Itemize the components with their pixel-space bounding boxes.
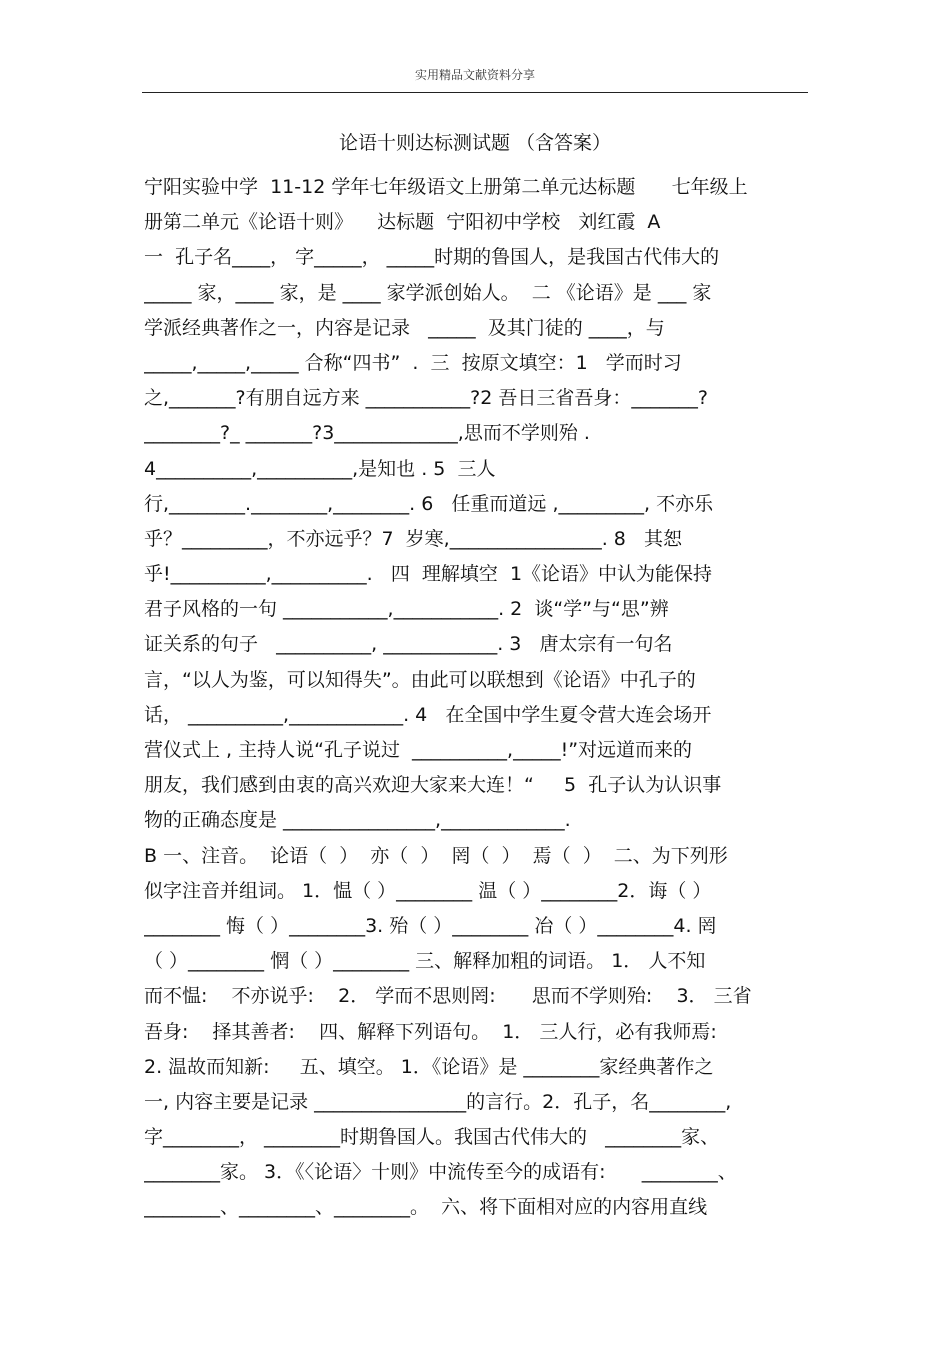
document-title: 论语十则达标测试题 （含答案） xyxy=(338,132,612,154)
text-line: 似字注音并组词。 1．愠（ ）________ 温（ ）________2．诲（ ） xyxy=(144,879,712,902)
text-line: 4__________,__________,是知也 . 5 三人 xyxy=(144,457,496,480)
text-line: 行,________.________,________. 6 任重而道远 ,_________, 不亦乐 xyxy=(144,492,714,515)
text-line: 字________， ________时期鲁国人。我国古代伟大的 ________家、 xyxy=(144,1126,720,1149)
text-line: 而不愠: 不亦说乎: 2． 学而不思则罔: 思而不学则殆: 3． 三省 xyxy=(144,985,752,1008)
text-line: 学派经典著作之一，内容是记录 _____ 及其门徒的 ____，与 xyxy=(144,316,665,339)
page-header: 实用精品文献资料分享 xyxy=(414,68,535,82)
text-line: 证关系的句子 __________, ____________. 3 唐太宗有一句名 xyxy=(144,633,673,656)
text-line: ________?_ _______?3_____________,思而不学则殆 . xyxy=(144,422,590,445)
text-line: 言，“以人为鉴，可以知得失”。由此可以联想到《论语》中孔子的 xyxy=(144,668,696,691)
text-line: ________家。 3．《〈论语〉十则》中流传至今的成语有: ________、 xyxy=(144,1161,737,1184)
text-line: 乎!__________,__________. 四 理解填空 1《论语》中认为能保持 xyxy=(144,563,713,586)
text-line: 朋友，我们感到由衷的高兴欢迎大家来大连！“ 5 孔子认为认识事 xyxy=(144,774,722,797)
text-line: 君子风格的一句 ___________,___________. 2 谈“学”与“思”辨 xyxy=(144,598,669,621)
text-line: 宁阳实验中学 11-12 学年七年级语文上册第二单元达标题 七年级上 xyxy=(144,176,748,198)
text-line: 乎？_________，不亦远乎？7 岁寒,________________. 8 其恕 xyxy=(144,527,682,550)
text-line: 册第二单元《论语十则》 达标题 宁阳初中学校 刘红霞 A xyxy=(144,211,661,234)
text-line: 营仪式上 , 主持人说“孔子说过 __________,_____!”对远道而来的 xyxy=(144,739,693,761)
text-line: （ ）________ 惘（ ）________ 三、解释加粗的词语。 1． 人不知 xyxy=(144,950,706,973)
text-line: 话， __________,____________. 4 在全国中学生夏令营大连会场开 xyxy=(144,703,712,726)
text-line: _____ 家，____ 家，是 ____ 家学派创始人。 二 《论语》是 ___ 家 xyxy=(144,281,712,304)
text-line: ________ 悔（ ）________3. 殆（ ）________ 冶（ ）________4. 罔 xyxy=(144,914,717,937)
text-line: B 一、注音。 论语（ ） 亦（ ） 罔（ ） 焉（ ） 二、为下列形 xyxy=(144,844,728,867)
text-line: 一, 内容主要是记录 ________________的言行。2．孔子，名________, xyxy=(144,1090,732,1113)
text-line: _____,_____,_____ 合称“四书” . 三 按原文填空：1 学而时习 xyxy=(144,351,682,374)
text-line: ________、________、________。 六、将下面相对应的内容用直线 xyxy=(144,1196,708,1219)
text-line: 2. 温故而知新: 五、填空。 1．《论语》是 ________家经典著作之 xyxy=(144,1055,714,1078)
text-line: 之,_______?有朋自远方来 ___________?2 吾日三省吾身：_______? xyxy=(144,387,708,410)
document-body xyxy=(144,170,816,1226)
text-line: 吾身: 择其善者: 四、解释下列语句。 1． 三人行，必有我师焉: xyxy=(144,1020,717,1043)
text-line: 一 孔子名____， 字_____， _____时期的鲁国人，是我国古代伟大的 xyxy=(144,246,720,269)
text-line: 物的正确态度是 ________________,_____________. xyxy=(144,809,571,832)
header-divider xyxy=(142,92,808,93)
